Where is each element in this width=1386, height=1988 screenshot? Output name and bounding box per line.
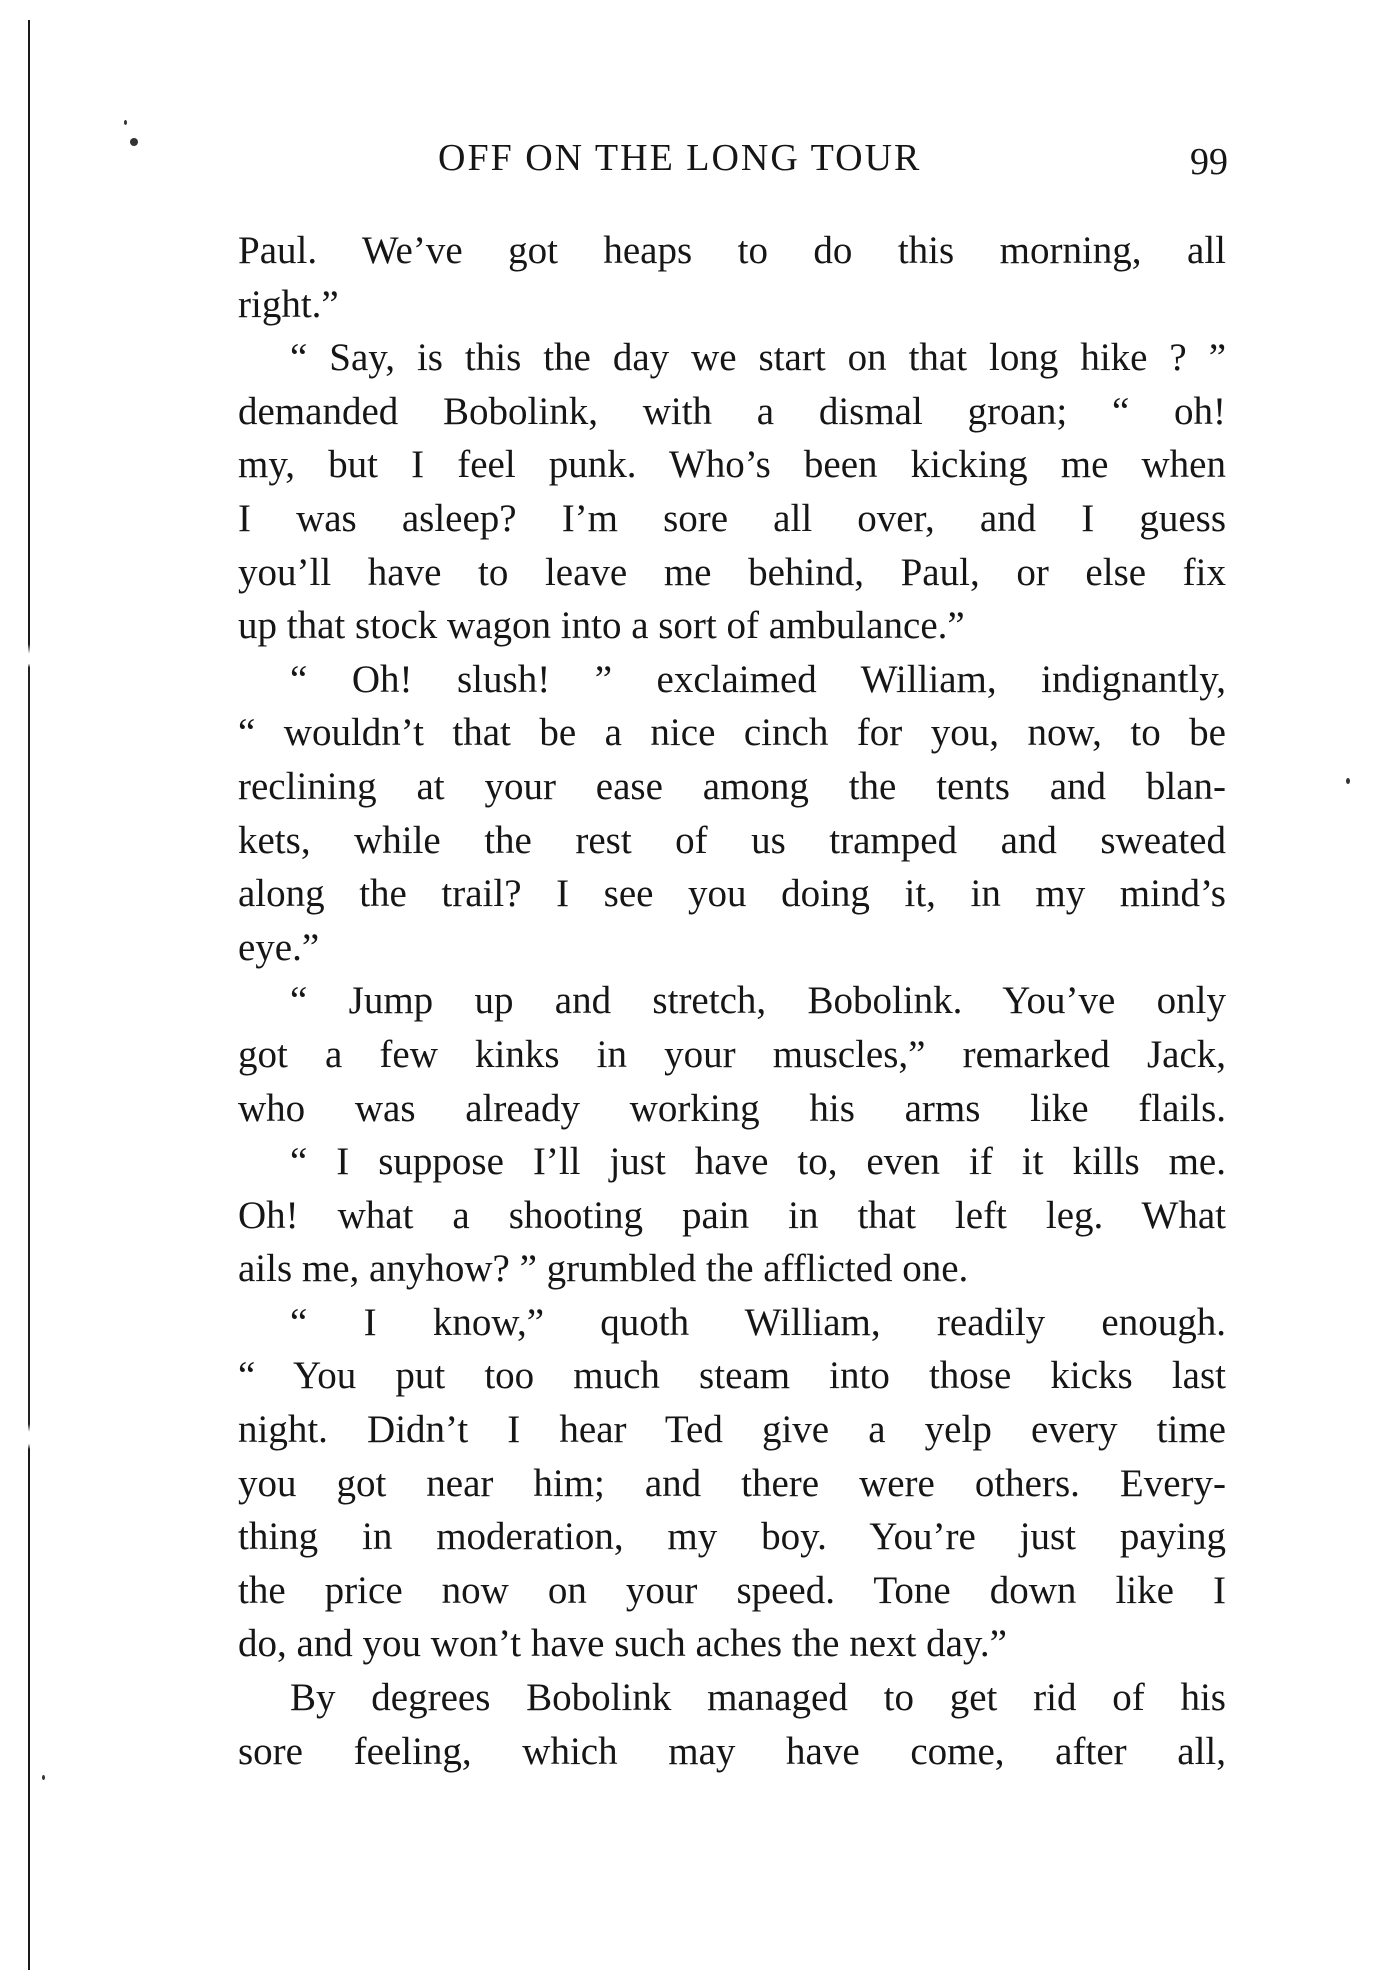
text-line: “ You put too much steam into those kicks last — [238, 1354, 1226, 1398]
page-number: 99 — [1190, 141, 1228, 183]
text-line: ails me, anyhow? ” grumbled the afflicted one. — [238, 1247, 969, 1291]
text-line: got a few kinks in your muscles,” remarked Jack, — [238, 1032, 1226, 1076]
scan-speck — [42, 1775, 45, 1780]
text-line: I was asleep? I’m sore all over, and I guess — [238, 496, 1226, 540]
text-line: kets, while the rest of us tramped and sweated — [238, 818, 1226, 862]
body-text — [238, 224, 1226, 1778]
running-title: OFF ON THE LONG TOUR — [438, 137, 922, 179]
scan-speck — [130, 138, 138, 146]
text-line: By degrees Bobolink managed to get rid of his — [290, 1676, 1226, 1720]
text-line: sore feeling, which may have come, after all, — [238, 1729, 1226, 1773]
binding-edge — [28, 20, 30, 1970]
text-line: “ Say, is this the day we start on that long hike ? ” — [290, 336, 1226, 380]
text-line: eye.” — [238, 925, 320, 969]
text-line: my, but I feel punk. Who’s been kicking me when — [238, 443, 1226, 487]
text-line: “ I know,” quoth William, readily enough. — [290, 1300, 1226, 1344]
scan-speck — [1346, 778, 1350, 784]
text-line: night. Didn’t I hear Ted give a yelp every time — [238, 1408, 1226, 1452]
running-head — [238, 136, 1228, 196]
text-line: “ I suppose I’ll just have to, even if it kills me. — [290, 1140, 1226, 1184]
text-line: Paul. We’ve got heaps to do this morning, all — [238, 229, 1226, 272]
text-line: Oh! what a shooting pain in that left leg. What — [238, 1193, 1226, 1237]
text-line: you got near him; and there were others. Every- — [238, 1461, 1226, 1505]
text-line: reclining at your ease among the tents and blan- — [238, 764, 1226, 808]
text-line: the price now on your speed. Tone down like I — [238, 1568, 1226, 1612]
text-line: “ wouldn’t that be a nice cinch for you, now, to be — [238, 711, 1226, 755]
text-line: you’ll have to leave me behind, Paul, or else fix — [238, 550, 1226, 594]
text-line: along the trail? I see you doing it, in my mind’s — [238, 872, 1226, 916]
text-line: “ Oh! slush! ” exclaimed William, indignantly, — [290, 657, 1226, 701]
text-line: do, and you won’t have such aches the next day.” — [238, 1622, 1007, 1666]
text-line: up that stock wagon into a sort of ambulance.” — [238, 604, 965, 648]
text-line: demanded Bobolink, with a dismal groan; “ oh! — [238, 389, 1226, 433]
text-line: “ Jump up and stretch, Bobolink. You’ve only — [290, 979, 1226, 1023]
text-line: who was already working his arms like flails. — [238, 1086, 1226, 1130]
scan-speck — [124, 120, 127, 125]
text-line: right.” — [238, 282, 339, 326]
text-line: thing in moderation, my boy. You’re just paying — [238, 1515, 1226, 1559]
